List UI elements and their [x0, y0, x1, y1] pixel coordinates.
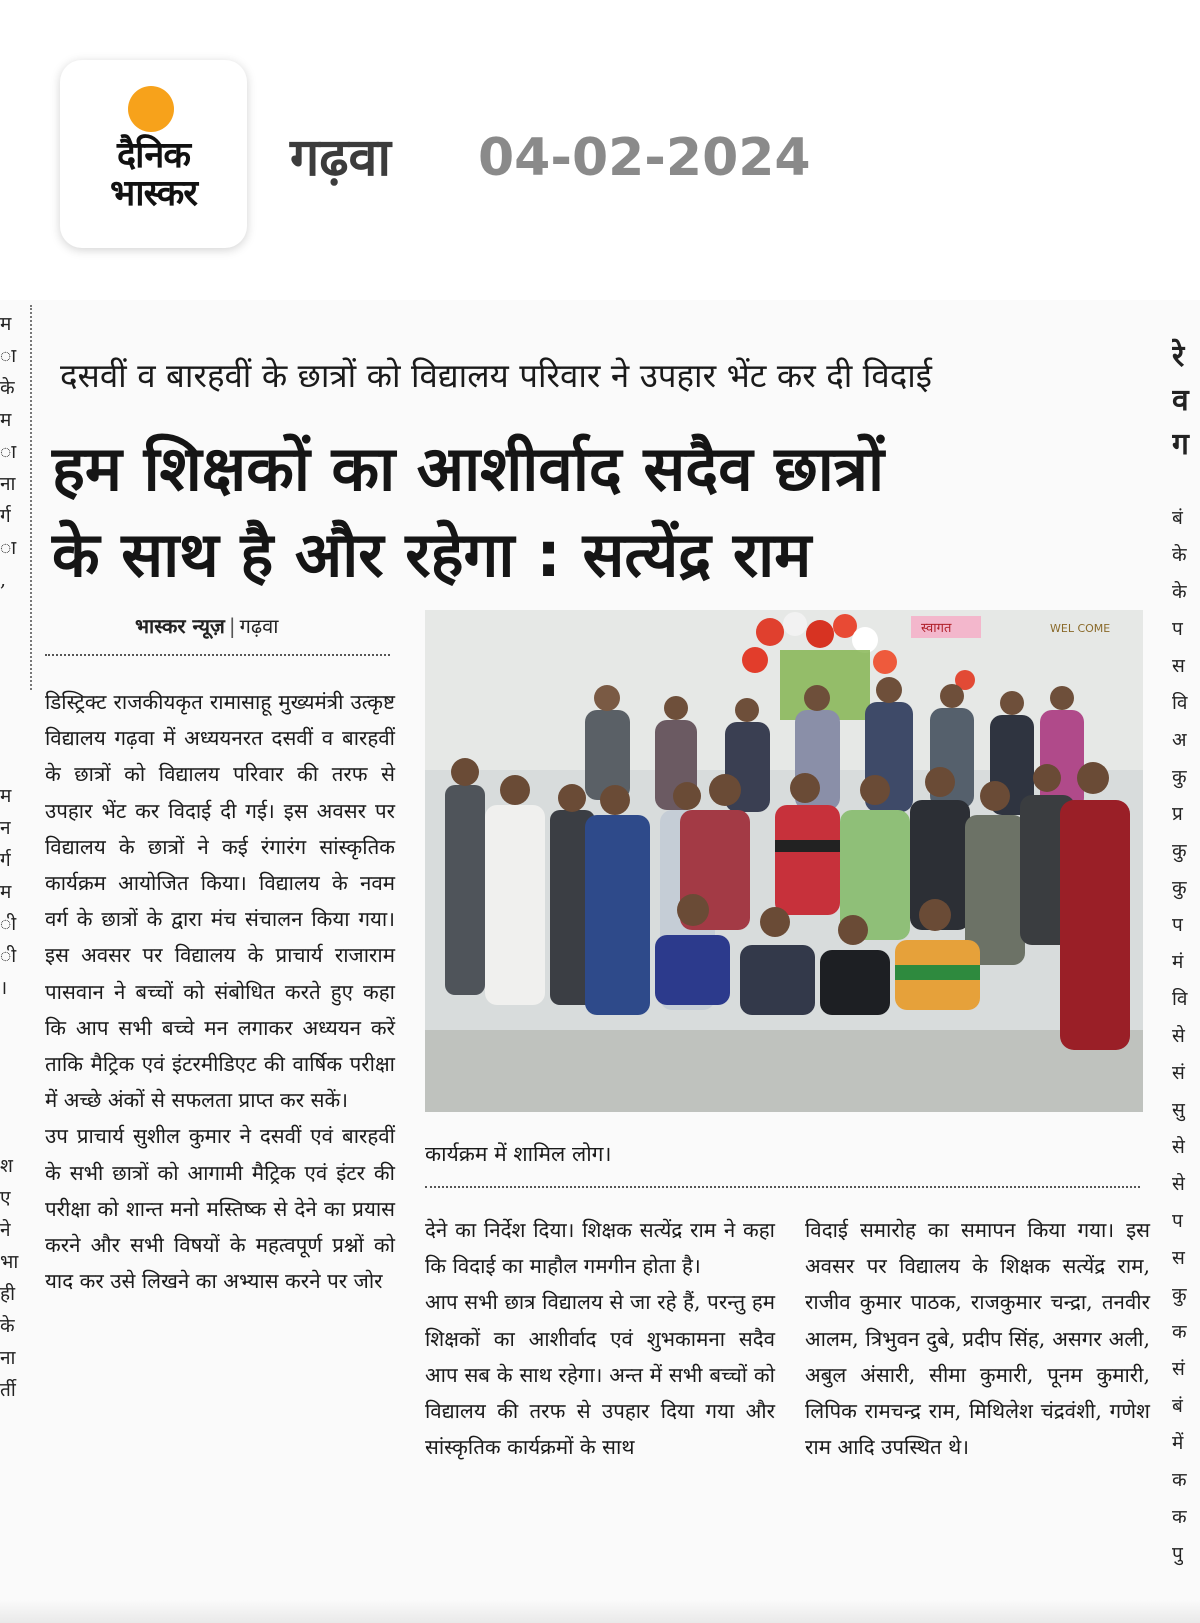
col1-paragraph-1: डिस्ट्रिक्ट राजकीयकृत रामासाहू मुख्यमंत्री उत्कृष्ट विद्यालय गढ़वा में अध्ययनरत दसवीं व बारहवीं के छात्रों को विद्यालय परिवार की तरफ से उपहार भेंट कर विदाई दी गई। इस अवसर पर विद्यालय के छात्रों ने कई रंगारंग सांस्कृतिक कार्यक्रम आयोजित किया। विद्यालय के नवम वर्ग के छात्रों के द्वारा मंच संचालन किया गया। इस अवसर पर विद्यालय के प्राचार्य राजाराम पासवान ने बच्चों को संबोधित करते हुए कहा कि आप सभी बच्चे मन लगाकर अध्ययन करें ताकि मैट्रिक एवं इंटरमीडिएट की वार्षिक परीक्षा में अच्छे अंकों से सफलता प्राप्त कर सकें। — [45, 690, 395, 1113]
photo-banner-text: स्वागत — [921, 621, 952, 636]
event-photo — [425, 610, 1143, 1112]
col1-paragraph-2: उप प्राचार्य सुशील कुमार ने दसवीं एवं बारहवीं के सभी छात्रों को आगामी मैट्रिक एवं इंटर की परीक्षा को शान्त मनो मस्तिष्क से देने का प्रयास करने और सभी विषयों के महत्वपूर्ण प्रश्नों को याद कर उसे लिखने का अभ्यास करने पर जोर — [45, 1124, 395, 1294]
right-column-fragment-headline: रे व ग — [1172, 339, 1189, 462]
byline — [135, 612, 278, 639]
col2-paragraph-2: आप सभी छात्र विद्यालय से जा रहे हैं, परन्तु हम शिक्षकों का आशीर्वाद एवं शुभकामना सदैव आप सब के साथ रहेगा। अन्त में सभी बच्चों को विद्यालय की तरफ से उपहार दिया गया और सांस्कृतिक कार्यक्रमों के साथ — [425, 1290, 775, 1460]
byline-place: गढ़वा — [239, 614, 279, 638]
byline-separator: | — [228, 614, 236, 638]
article-column-3 — [805, 1212, 1150, 1465]
article-headline — [52, 426, 1132, 598]
headline-line-1: हम शिक्षकों का आशीर्वाद सदैव छात्रों — [52, 432, 885, 505]
right-column-fragment-body: बं के के प स वि अ कु प्र कु कु प मं वि से सं सु से से प स कु क सं बं में क क पु — [1172, 507, 1188, 1565]
photo-wall-text: WEL COME — [1050, 622, 1111, 635]
edition-name: गढ़वा — [290, 128, 391, 188]
publication-date: 04-02-2024 — [478, 128, 811, 188]
logo-text-line1: दैनिक — [116, 135, 191, 176]
group-photo-illustration — [425, 610, 1143, 1112]
byline-source: भास्कर न्यूज़ — [135, 614, 225, 638]
article-column-2 — [425, 1212, 775, 1465]
clipping-bottom-edge — [0, 1600, 1200, 1623]
left-column-fragment-middle: म न र्ग म ी ी । — [0, 785, 17, 999]
article-subheadline: दसवीं व बारहवीं के छात्रों को विद्यालय परिवार ने उपहार भेंट कर दी विदाई — [60, 356, 932, 395]
dainik-bhaskar-logo — [60, 60, 247, 248]
sun-icon — [128, 86, 174, 132]
headline-line-2: के साथ है और रहेगा : सत्येंद्र राम — [52, 518, 812, 591]
logo-text-line2: भास्कर — [109, 173, 197, 214]
left-column-fragment-lower: श ए ने भा ही के ना र्ती — [0, 1155, 19, 1401]
col2-paragraph-1: देने का निर्देश दिया। शिक्षक सत्येंद्र राम ने कहा कि विदाई का माहौल गमगीन होता है। — [425, 1218, 775, 1279]
photo-caption: कार्यक्रम में शामिल लोग। — [425, 1142, 612, 1166]
column-divider-left — [30, 305, 32, 690]
article-column-1 — [45, 684, 395, 1299]
col3-paragraph-1: विदाई समारोह का समापन किया गया। इस अवसर पर विद्यालय के शिक्षक सत्येंद्र राम, राजीव कुमार पाठक, राजकुमार चन्द्रा, तनवीर आलम, त्रिभुवन दुबे, प्रदीप सिंह, असगर अली, अबुल अंसारी, सीमा कुमारी, पूनम कुमारी, लिपिक रामचन्द्र राम, मिथिलेश चंद्रवंशी, गणेश राम आदि उपस्थित थे। — [805, 1218, 1150, 1460]
byline-rule — [45, 654, 390, 656]
left-column-fragment-top: म ा के म ा ना र्ग ा , — [0, 313, 17, 591]
caption-rule — [425, 1186, 1140, 1188]
